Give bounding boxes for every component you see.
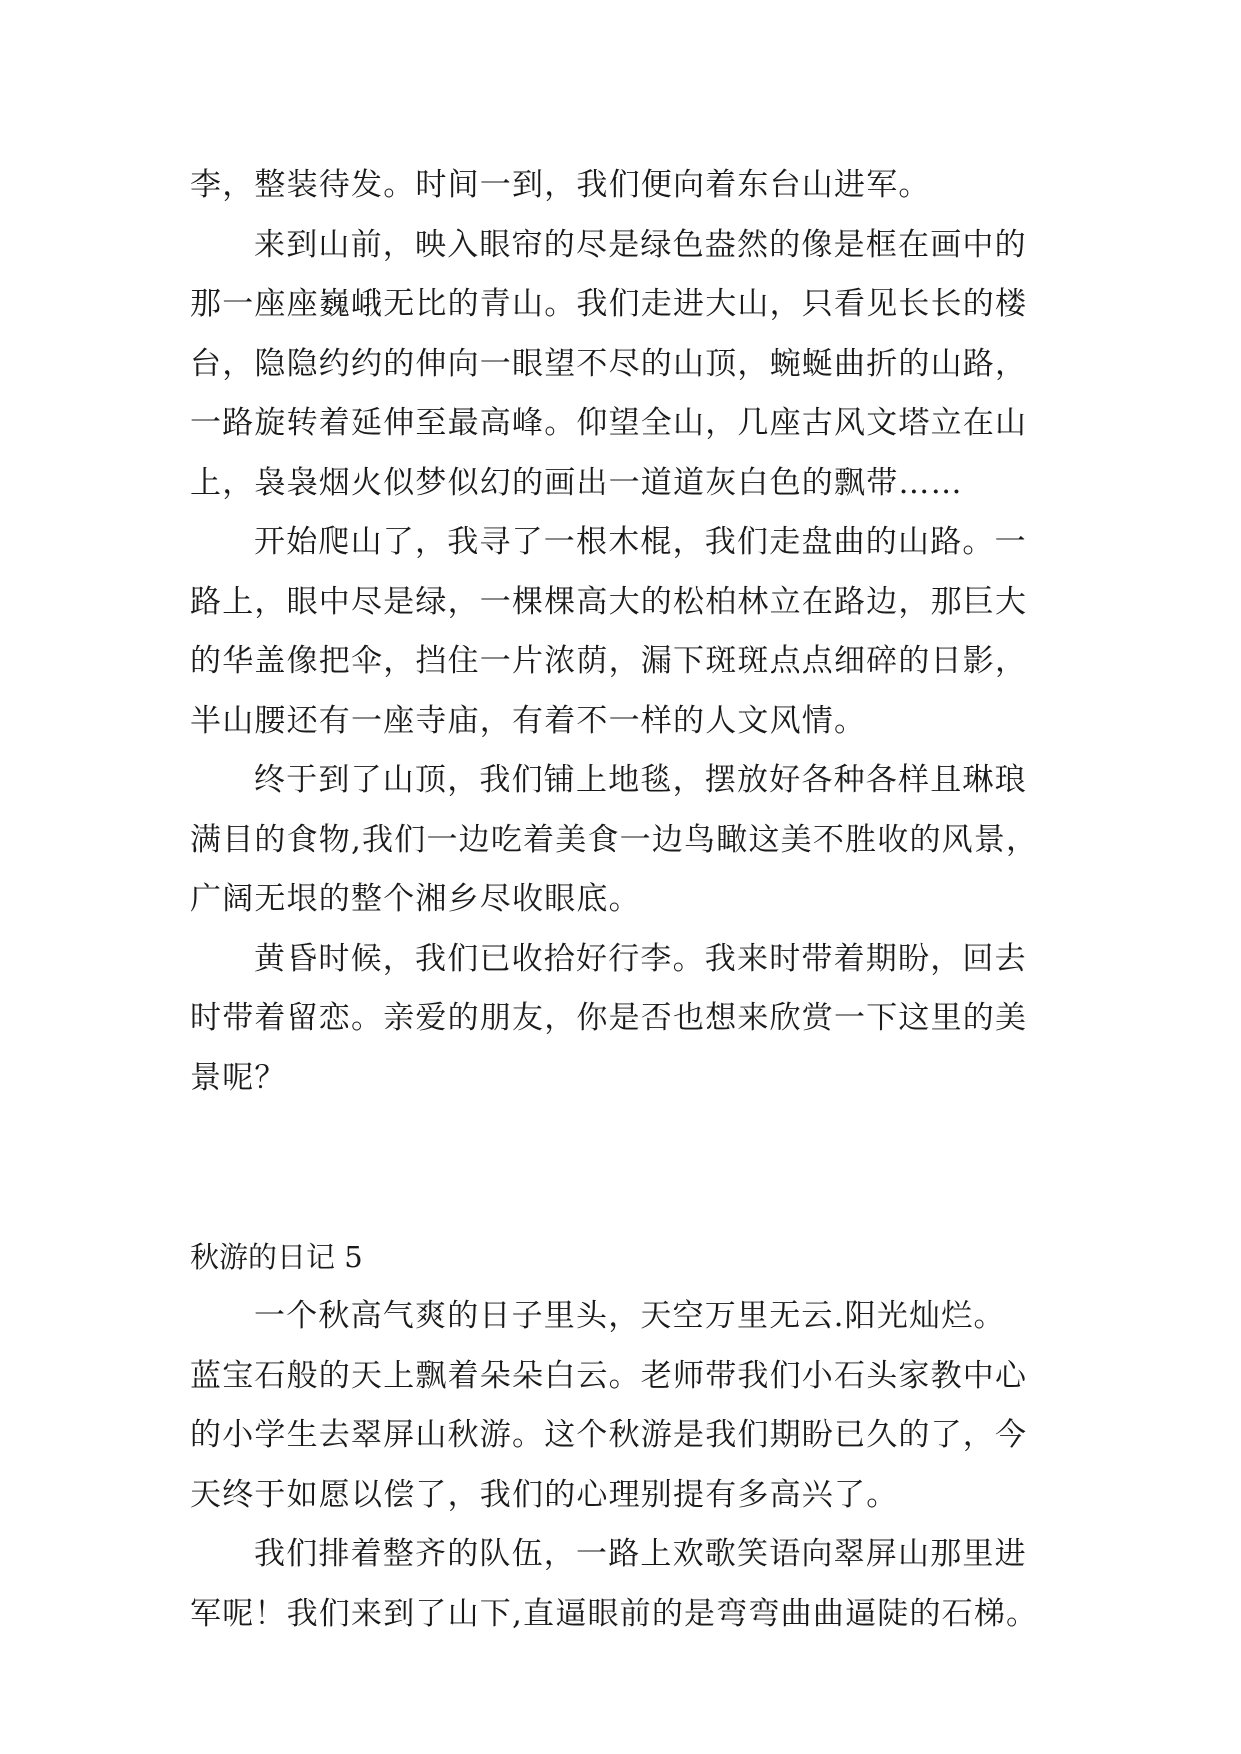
paragraph-line: 李，整装待发。时间一到，我们便向着东台山进军。 [190, 167, 931, 203]
paragraph-line: 一路旋转着延伸至最高峰。仰望全山，几座古风文塔立在山 [190, 405, 1028, 441]
paragraph-line: 天终于如愿以偿了，我们的心理别提有多高兴了。 [190, 1476, 899, 1513]
paragraph-line: 军呢！我们来到了山下,直逼眼前的是弯弯曲曲逼陡的石梯。 [190, 1595, 1039, 1632]
paragraph-line: 半山腰还有一座寺庙，有着不一样的人文风情。 [190, 702, 867, 739]
paragraph-line: 蓝宝石般的天上飘着朵朵白云。老师带我们小石头家教中心 [190, 1357, 1028, 1394]
paragraph-line: 开始爬山了，我寻了一根木棍，我们走盘曲的山路。一 [254, 524, 1027, 560]
paragraph-line: 的华盖像把伞，挡住一片浓荫，漏下斑斑点点细碎的日影， [190, 643, 1028, 679]
section-title: 秋游的日记 5 [190, 1240, 363, 1274]
paragraph-line: 我们排着整齐的队伍，一路上欢歌笑语向翠屏山那里进 [254, 1536, 1027, 1572]
paragraph-line: 台，隐隐约约的伸向一眼望不尽的山顶，蜿蜒曲折的山路， [190, 345, 1028, 382]
paragraph-line: 上，袅袅烟火似梦似幻的画出一道道灰白色的飘带…… [190, 464, 963, 501]
section-gap [190, 1108, 1060, 1227]
paragraph-line: 的小学生去翠屏山秋游。这个秋游是我们期盼已久的了，今 [190, 1417, 1028, 1453]
paragraph-line: 路上，眼中尽是绿，一棵棵高大的松柏林立在路边，那巨大 [190, 583, 1028, 620]
paragraph-line: 时带着留恋。亲爱的朋友，你是否也想来欣赏一下这里的美 [190, 1000, 1028, 1036]
paragraph-line: 一个秋高气爽的日子里头，天空万里无云.阳光灿烂。 [254, 1298, 1006, 1334]
paragraph-line: 黄昏时候，我们已收拾好行李。我来时带着期盼，回去 [254, 940, 1027, 977]
paragraph-line: 那一座座巍峨无比的青山。我们走进大山，只看见长长的楼 [190, 286, 1028, 322]
paragraph-line: 终于到了山顶，我们铺上地毯，摆放好各种各样且琳琅 [254, 762, 1027, 798]
paragraph-line: 来到山前，映入眼帘的尽是绿色盎然的像是框在画中的 [254, 226, 1027, 263]
paragraph-line: 广阔无垠的整个湘乡尽收眼底。 [190, 881, 641, 917]
paragraph-line: 满目的食物,我们一边吃着美食一边鸟瞰这美不胜收的风景， [190, 821, 1039, 858]
document-body [190, 156, 1060, 1644]
paragraph-line: 景呢？ [190, 1059, 287, 1096]
